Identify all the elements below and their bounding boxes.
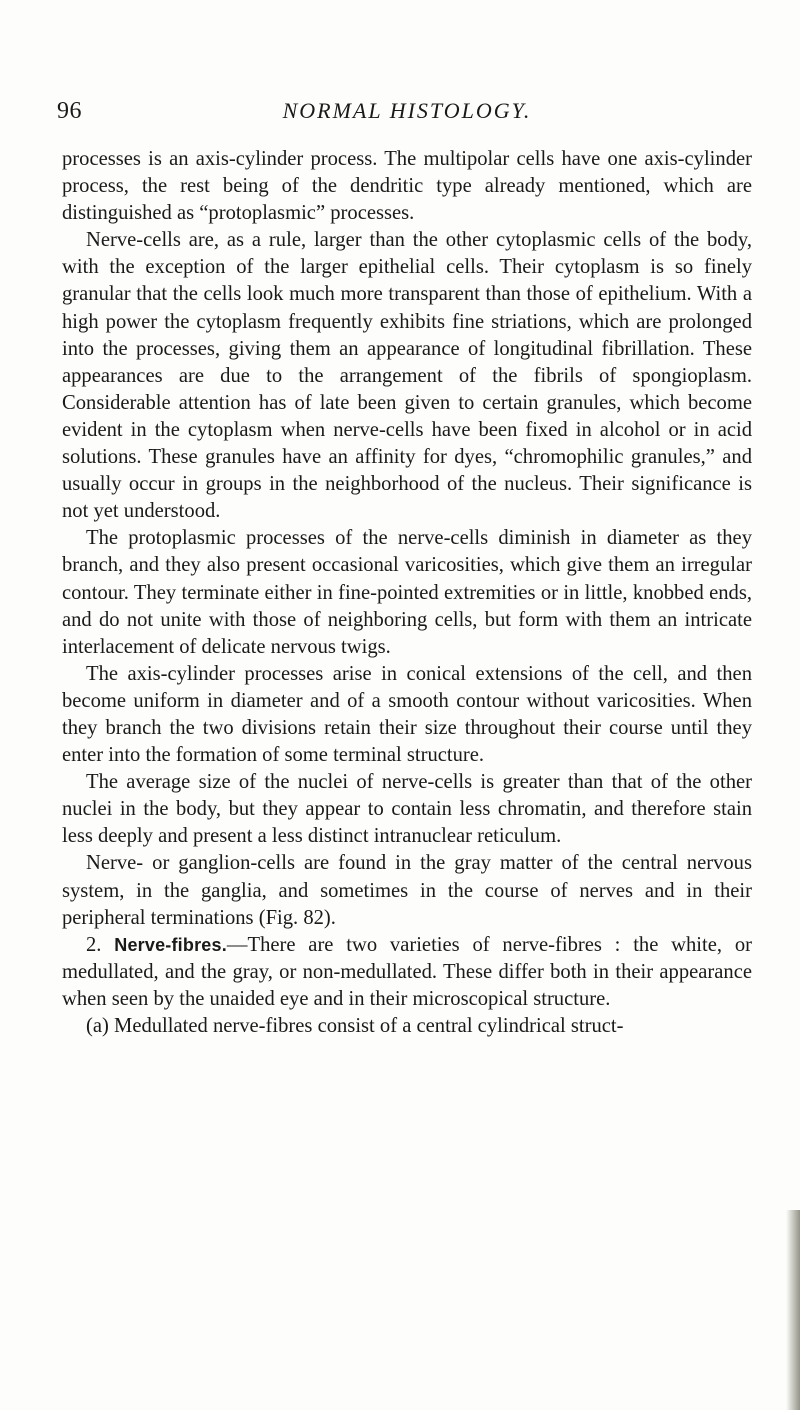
section-text: —There are two varieties of nerve-fibres : the white, or medullated, and the gray, or non-medullated. These differ both in their appearance when seen by the unaided eye and in their microscopical structure.	[62, 933, 752, 1010]
running-title: NORMAL HISTOLOGY.	[282, 98, 532, 123]
paragraph-6: Nerve- or ganglion-cells are found in the gray matter of the central nervous system, in the ganglia, and sometimes in the course of nerves and in their peripheral terminations (Fig. 82).	[62, 852, 752, 929]
page-edge-shadow	[786, 1210, 800, 1410]
body-text	[62, 146, 752, 1040]
paragraph-4: The axis-cylinder processes arise in conical extensions of the cell, and then become uniform in diameter and of a smooth contour without varicosities. When they branch the two divisions retain their size throughout their course until they enter into the formation of some terminal structure.	[62, 662, 752, 767]
paragraph-5: The average size of the nuclei of nerve-cells is greater than that of the other nuclei in the body, but they appear to contain less chromatin, and therefore stain less deeply and present a less distinct intranuclear reticulum.	[62, 771, 752, 848]
section-number: 2.	[86, 933, 102, 956]
paragraph-3: The protoplasmic processes of the nerve-cells diminish in diameter as they branch, and they also present occasional varicosities, which give them an irregular contour. They terminate either in fine-pointed extremities or in little, knobbed ends, and do not unite with those of neighboring cells, but form with them an intricate interlacement of delicate nervous twigs.	[62, 527, 752, 658]
subsection-text: Medullated nerve-fibres consist of a central cylindrical struct-	[108, 1015, 624, 1037]
section-heading: Nerve-fibres.	[114, 934, 227, 955]
page-header	[57, 98, 751, 128]
subsection-label: (a)	[86, 1015, 109, 1037]
paragraph-1: processes is an axis-cylinder process. The multipolar cells have one axis-cylinder process, the rest being of the dendritic type already mentioned, which are distinguished as “protoplasmic” processes.	[62, 148, 752, 225]
subsection-paragraph	[62, 1013, 752, 1040]
paragraph-2: Nerve-cells are, as a rule, larger than the other cytoplasmic cells of the body, with the exception of the larger epithelial cells. Their cytoplasm is so finely granular that the cells look much more transparent than those of epithelium. With a high power the cytoplasm frequently exhibits fine striations, which are prolonged into the processes, giving them an appearance of longitudinal fibrillation. These appearances are due to the arrangement of the fibrils of spongioplasm. Considerable attention has of late been given to certain granules, which become evident in the cytoplasm when nerve-cells have been fixed in alcohol or in acid solutions. These granules have an affinity for dyes, “chromophilic granules,” and usually occur in groups in the neighborhood of the nucleus. Their significance is not yet understood.	[62, 229, 752, 523]
section-paragraph	[62, 932, 752, 1013]
page-number: 96	[57, 98, 82, 124]
